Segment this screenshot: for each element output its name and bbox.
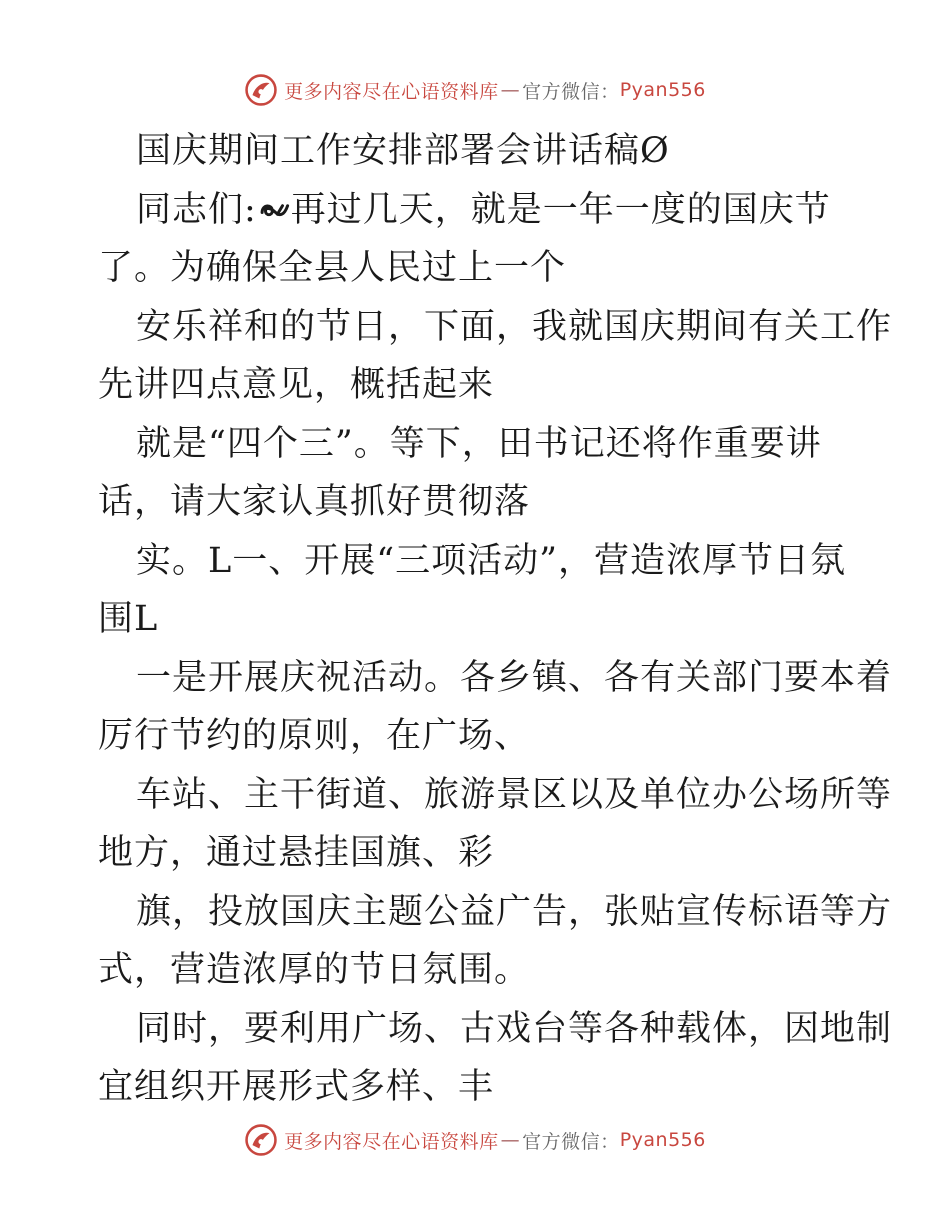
paragraph-line: 式，营造浓厚的节日氛围。 [98, 950, 531, 990]
swirl-icon [257, 195, 291, 225]
logo-icon [244, 1123, 278, 1157]
paragraph-line: 安乐祥和的节日，下面，我就国庆期间有关工作 [136, 306, 893, 347]
banner-wechat-label: 官方微信： [522, 1130, 620, 1153]
paragraph-line: 话，请大家认真抓好贯彻落 [98, 482, 531, 522]
banner-wechat-id: Pyan556 [619, 79, 706, 101]
paragraph-line: 同时，要利用广场、古戏台等各种载体，因地制 [136, 1008, 893, 1049]
footer-watermark-banner [0, 1120, 950, 1160]
banner-text: 更多内容尽在心语资料库 [284, 1130, 499, 1153]
section-heading-line: 实。L一、开展“三项活动”，营造浓厚节日氛 [136, 540, 847, 581]
paragraph-line: 了。为确保全县人民过上一个 [98, 248, 567, 288]
paragraph-line: 地方，通过悬挂国旗、彩 [98, 833, 495, 873]
banner-text: 更多内容尽在心语资料库 [284, 80, 499, 103]
banner-wechat-id: Pyan556 [619, 1129, 706, 1151]
paragraph-line: 旗，投放国庆主题公益广告，张贴宣传标语等方 [136, 891, 893, 932]
paragraph-line: 一是开展庆祝活动。各乡镇、各有关部门要本着 [136, 657, 893, 698]
banner-separator: — [500, 1129, 521, 1151]
section-heading-line: 围L [98, 599, 159, 639]
paragraph-line: 先讲四点意见，概括起来 [98, 365, 495, 405]
banner-separator: — [500, 79, 521, 101]
paragraph-line: 同志们: 再过几天，就是一年一度的国庆节 [136, 189, 831, 230]
header-watermark-banner [0, 70, 950, 110]
document-title: 国庆期间工作安排部署会讲话稿Ø [136, 131, 670, 171]
banner-wechat-label: 官方微信： [522, 80, 620, 103]
paragraph-line: 厉行节约的原则，在广场、 [98, 716, 531, 756]
paragraph-line: 就是“四个三”。等下，田书记还将作重要讲 [136, 423, 822, 464]
document-body [98, 122, 893, 1117]
logo-icon [244, 73, 278, 107]
paragraph-line: 宜组织开展形式多样、丰 [98, 1067, 495, 1107]
paragraph-line: 车站、主干街道、旅游景区以及单位办公场所等 [136, 774, 893, 815]
